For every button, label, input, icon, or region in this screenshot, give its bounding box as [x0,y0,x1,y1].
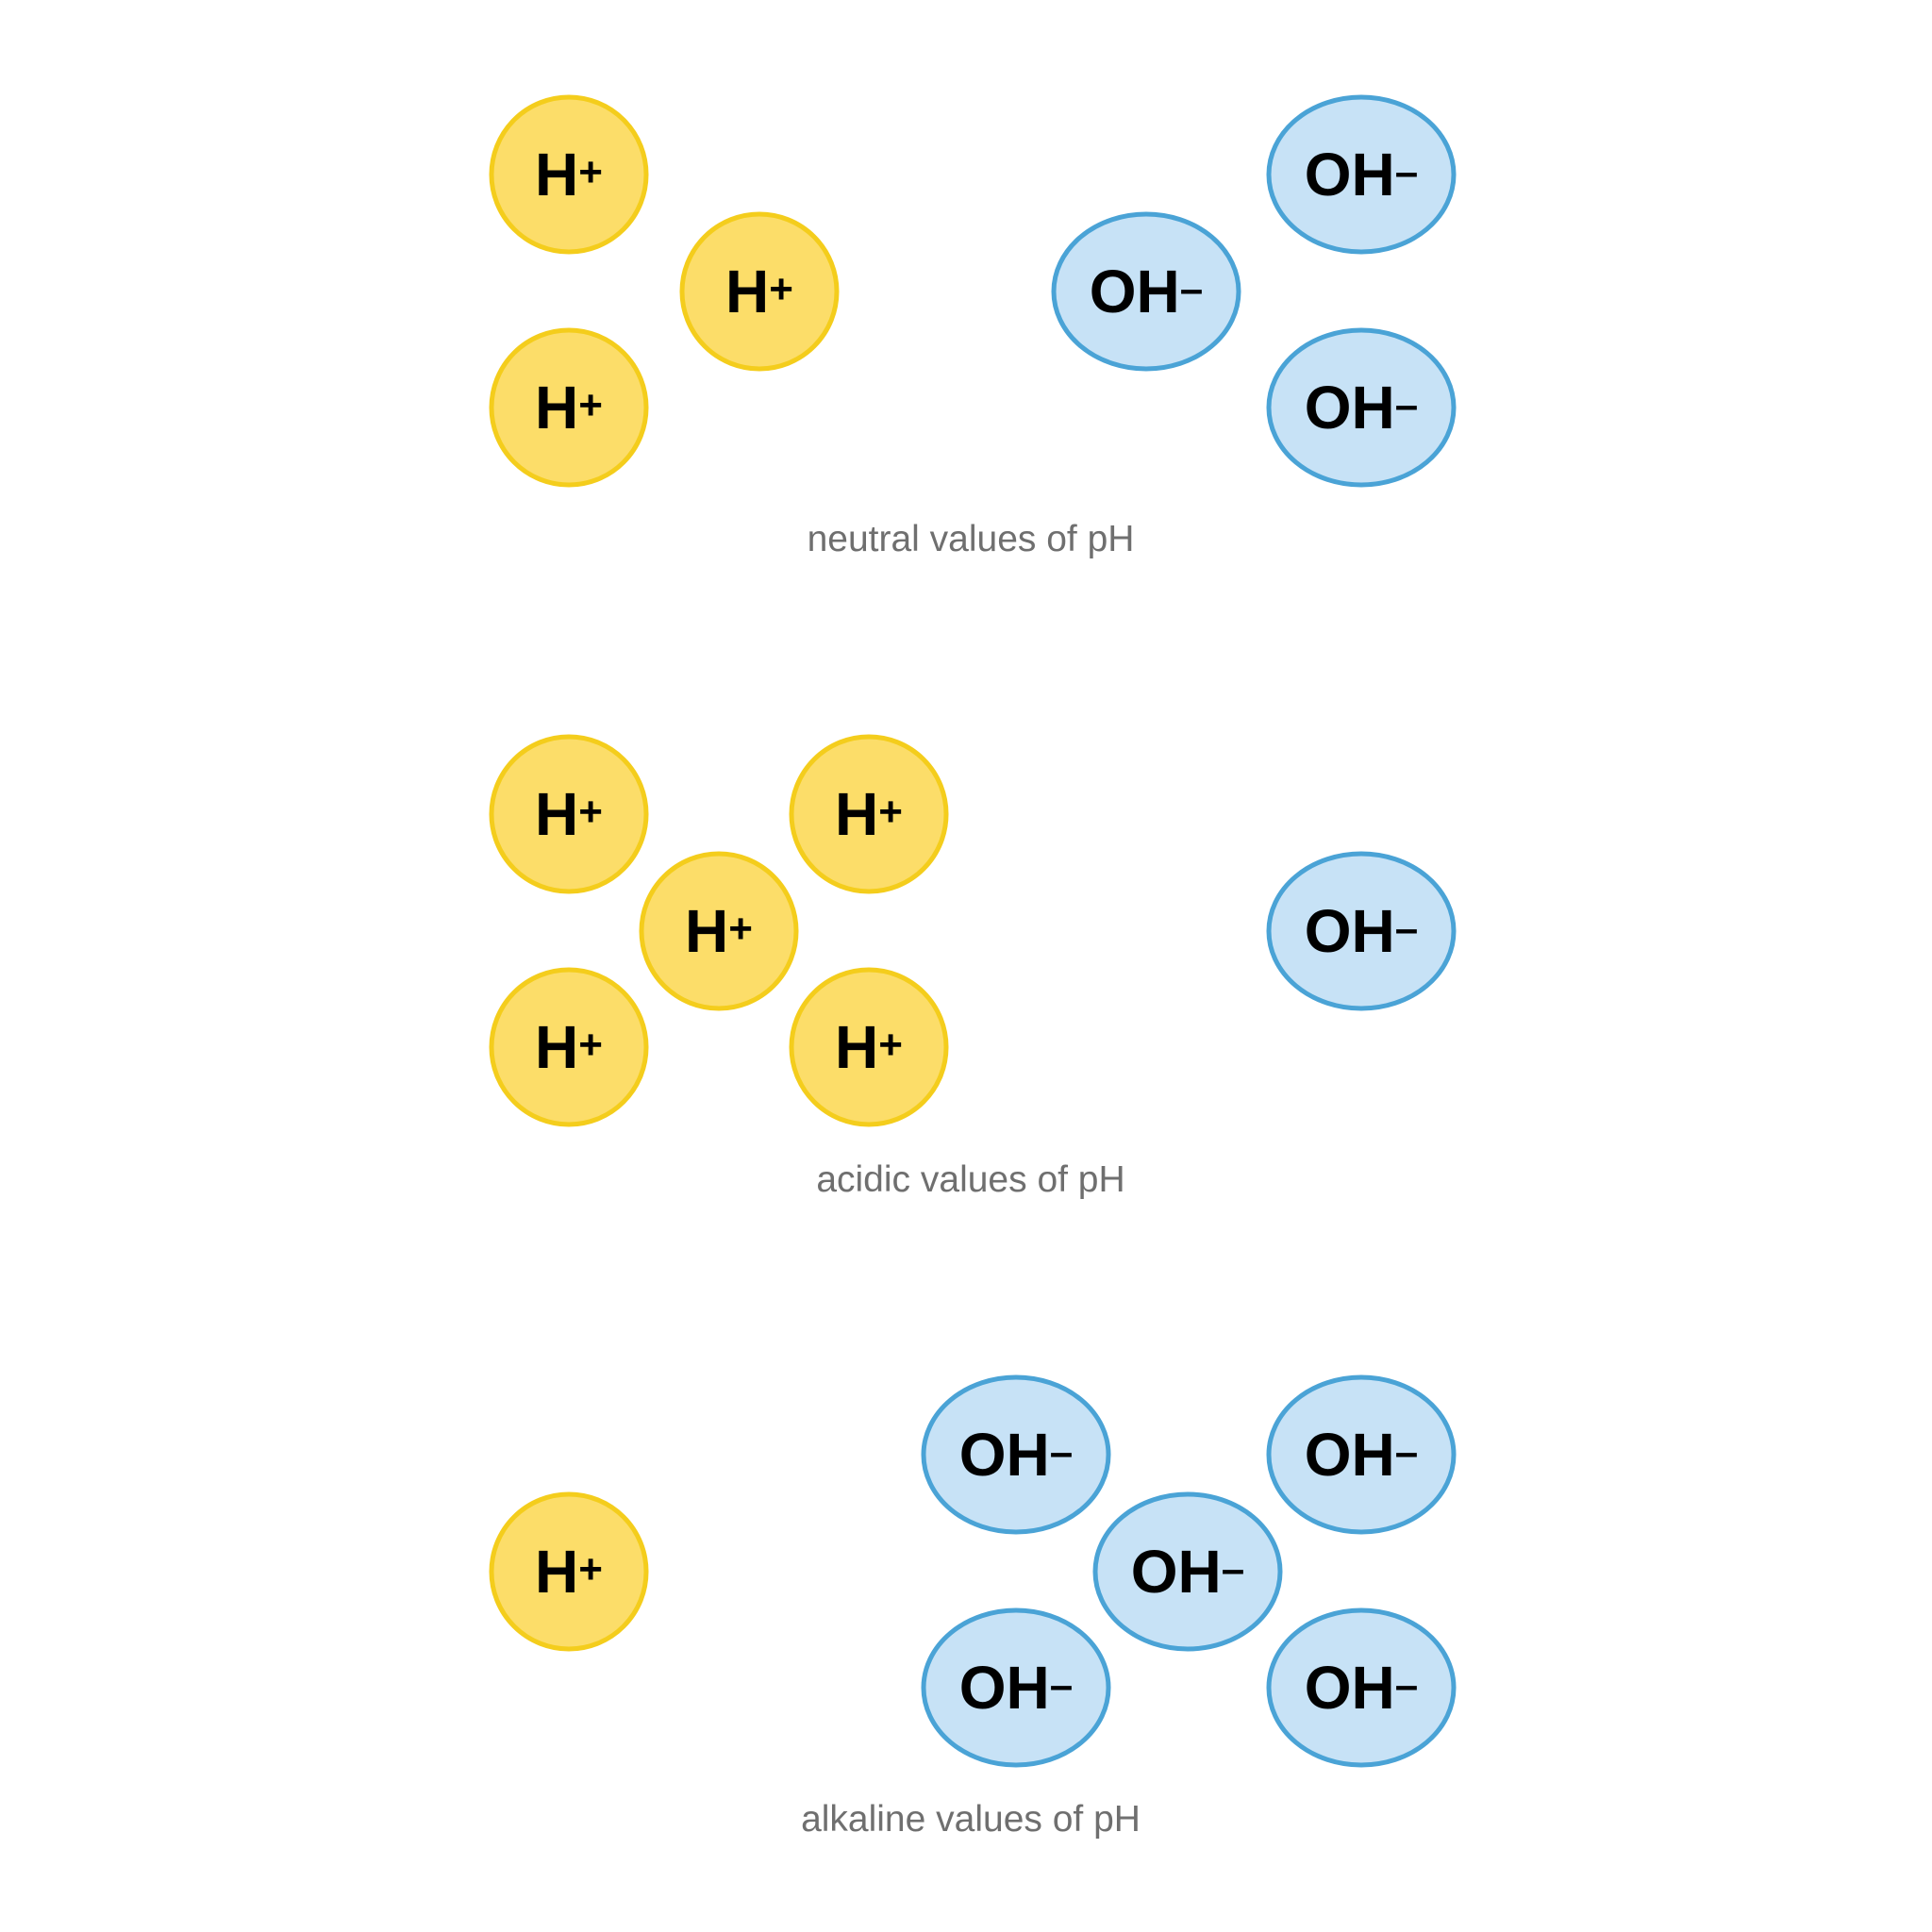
hydrogen-ion-label: H+ [835,780,903,848]
caption-neutral: neutral values of pH [807,519,1135,559]
hydroxide-ion-label: OH– [1089,258,1204,325]
hydroxide-ion [924,1377,1108,1532]
hydroxide-ion-label: OH– [1304,374,1419,441]
hydroxide-ion [1054,214,1239,369]
hydrogen-ion [491,330,646,485]
panel-alkaline [491,1377,1454,1840]
hydrogen-ion-label: H+ [535,1538,603,1606]
caption-acidic: acidic values of pH [816,1159,1125,1200]
hydroxide-ion-label: OH– [1130,1538,1245,1606]
hydroxide-ion-label: OH– [1304,141,1419,208]
hydrogen-ion-label: H+ [535,141,603,208]
hydroxide-ion-label: OH– [1304,1654,1419,1722]
hydroxide-ion-label: OH– [958,1654,1074,1722]
hydrogen-ion-label: H+ [725,258,793,325]
hydroxide-ion [1269,1377,1454,1532]
hydroxide-ion [924,1610,1108,1765]
hydrogen-ion-label: H+ [535,1013,603,1081]
hydrogen-ion [791,737,946,891]
hydroxide-ion-label: OH– [958,1421,1074,1489]
hydrogen-ion-label: H+ [535,374,603,441]
hydrogen-ion [491,737,646,891]
hydrogen-ion [491,97,646,252]
hydrogen-ion [641,854,796,1008]
hydroxide-ion [1095,1494,1280,1649]
hydroxide-ion [1269,97,1454,252]
hydroxide-ion [1269,1610,1454,1765]
hydrogen-ion [791,970,946,1124]
hydrogen-ion [491,1494,646,1649]
hydroxide-ion [1269,330,1454,485]
panel-acidic [491,737,1454,1200]
hydrogen-ion [491,970,646,1124]
hydrogen-ion [682,214,837,369]
panel-neutral [491,97,1454,559]
hydroxide-ion-label: OH– [1304,897,1419,965]
hydroxide-ion-label: OH– [1304,1421,1419,1489]
hydrogen-ion-label: H+ [835,1013,903,1081]
hydroxide-ion [1269,854,1454,1008]
hydrogen-ion-label: H+ [535,780,603,848]
caption-alkaline: alkaline values of pH [801,1799,1141,1840]
hydrogen-ion-label: H+ [685,897,753,965]
